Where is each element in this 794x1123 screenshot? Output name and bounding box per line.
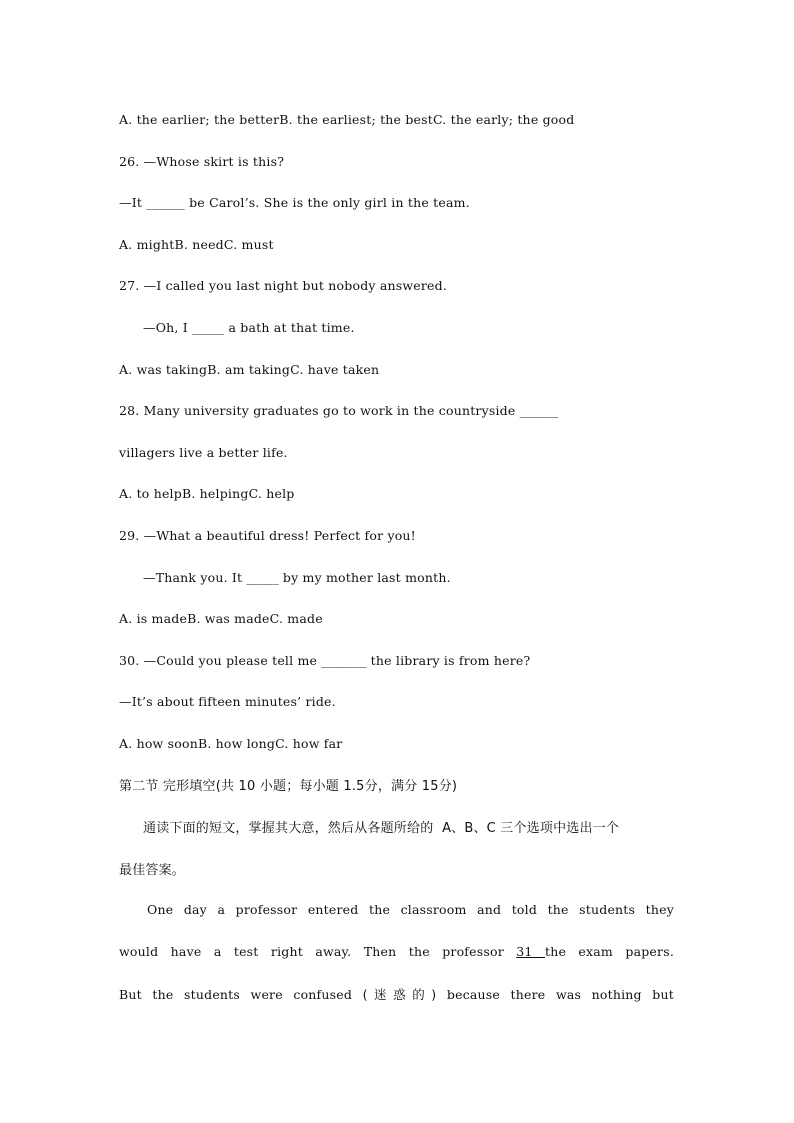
passage-line-3-start: But the students were confused <box>119 987 363 1002</box>
passage-line-2 <box>119 944 674 959</box>
blank-31: 31 <box>516 944 545 959</box>
q27-options: A. was takingB. am takingC. have taken <box>119 362 380 377</box>
passage-line-3-end: because there was nothing but <box>436 987 674 1002</box>
q29-options: A. is madeB. was madeC. made <box>119 611 323 626</box>
q28-question-cont: villagers live a better life. <box>119 445 288 460</box>
passage-line-1: One day a professor entered the classroom and told the students they <box>147 902 674 917</box>
q27-answer-line: —Oh, I _____ a bath at that time. <box>143 320 355 335</box>
q29-question: 29. —What a beautiful dress! Perfect for you! <box>119 528 416 543</box>
section-heading: 第二节 完形填空(共 10 小题；每小题 1.5分，满分 15分) <box>119 779 458 794</box>
q30-options: A. how soonB. how longC. how far <box>119 736 343 751</box>
passage-line-3 <box>119 985 674 1003</box>
q26-question: 26. —Whose skirt is this? <box>119 154 285 169</box>
q26-options: A. mightB. needC. must <box>119 237 274 252</box>
q30-question: 30. —Could you please tell me _______ the library is from here? <box>119 653 531 668</box>
passage-line-2-start: would have a test right away. Then the professor <box>119 944 517 959</box>
q27-question: 27. —I called you last night but nobody answered. <box>119 278 448 293</box>
q25-options: A. the earlier; the betterB. the earliest; the bestC. the early; the good <box>119 112 575 127</box>
q29-answer-line: —Thank you. It _____ by my mother last month. <box>143 570 451 585</box>
section-instructions-cont: 最佳答案。 <box>119 863 186 878</box>
q28-options: A. to helpB. helpingC. help <box>119 486 295 501</box>
q26-answer-line: —It ______ be Carol’s. She is the only girl in the team. <box>119 195 470 210</box>
section-instructions: 通读下面的短文，掌握其大意，然后从各题所给的 A、B、C 三个选项中选出一个 <box>143 821 620 836</box>
passage-line-2-end: the exam papers. <box>544 944 674 959</box>
q30-answer-line: —It’s about fifteen minutes’ ride. <box>119 694 336 709</box>
q28-question: 28. Many university graduates go to work in the countryside ______ <box>119 403 559 418</box>
gloss-confused: (迷惑的) <box>362 987 437 1002</box>
